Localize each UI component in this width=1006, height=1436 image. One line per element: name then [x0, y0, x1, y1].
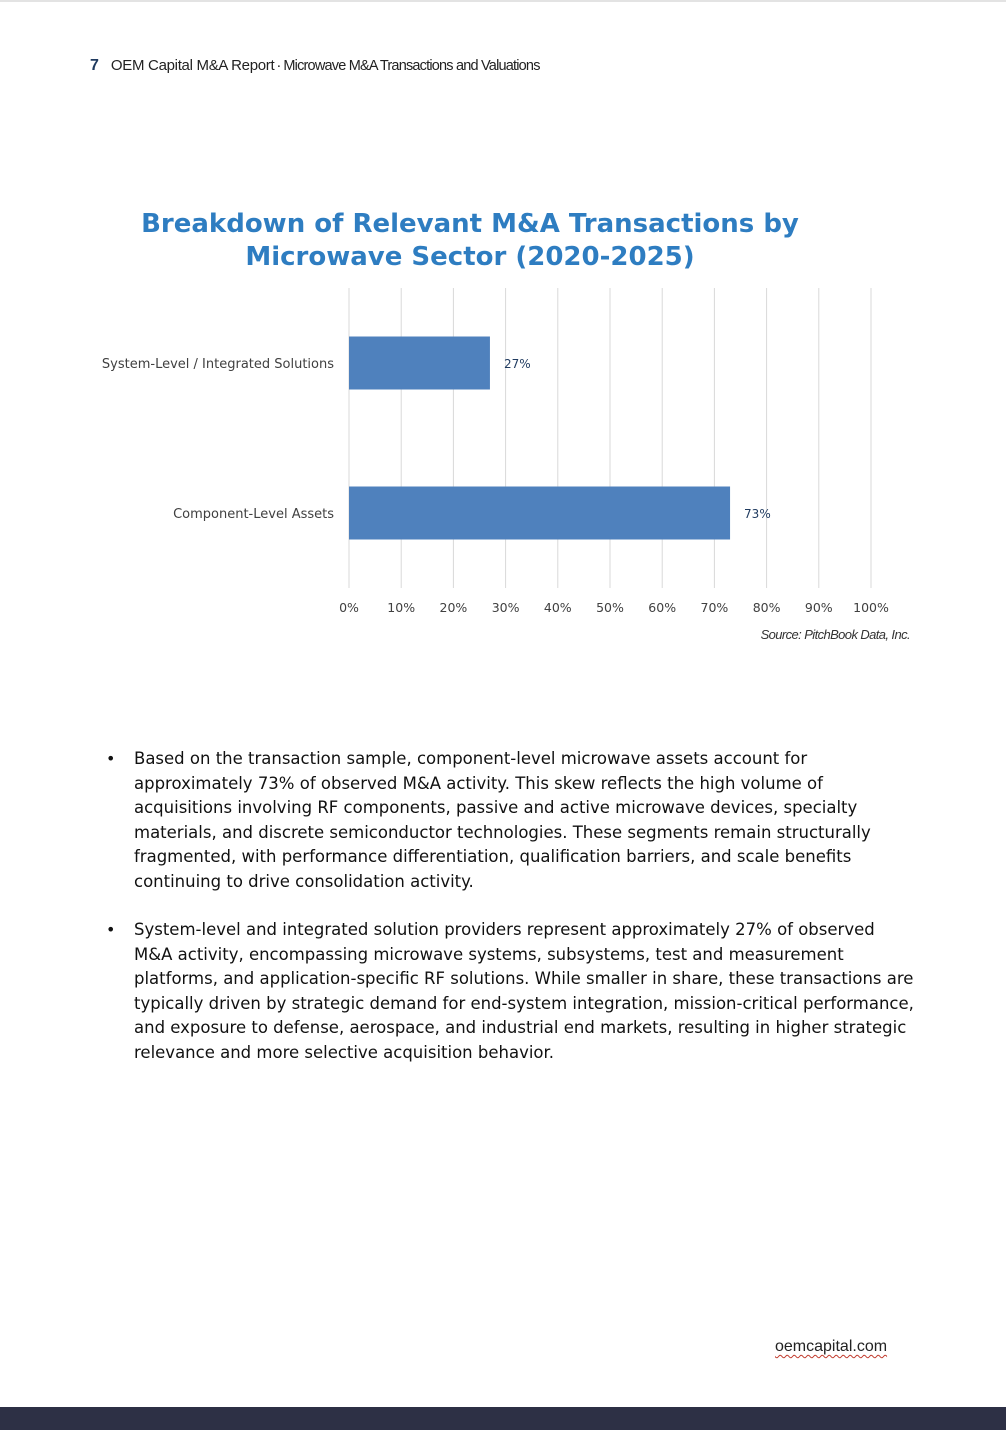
chart-bars — [349, 337, 730, 540]
website-link[interactable]: oemcapital.com — [775, 1338, 888, 1355]
bullet-text: Based on the transaction sample, component-level microwave assets account for approximately 73% of observed M&A activity. This skew reflects the high volume of acquisitions involving RF components, passive and active microwave devices, specialty materials, and discrete semiconductor technologies. These segments remain structurally fragmented, with performance differentiation, qualification barriers, and scale benefits continuing to drive consolidation activity. — [134, 749, 871, 891]
x-tick-label: 10% — [387, 600, 416, 615]
category-label: Component-Level Assets — [173, 507, 334, 522]
chart-source: Source: PitchBook Data, Inc. — [760, 627, 910, 642]
bullet-item — [106, 918, 916, 1065]
page-number: 7 — [90, 57, 99, 74]
x-tick-label: 60% — [648, 600, 677, 615]
chart-title-line1: Breakdown of Relevant M&A Transactions by — [141, 209, 799, 239]
report-title: OEM Capital M&A Report — [110, 57, 275, 74]
data-label: 27% — [503, 357, 531, 371]
x-tick-label: 30% — [491, 600, 520, 615]
data-label: 73% — [744, 507, 771, 521]
bullet-dot: • — [106, 920, 116, 939]
bullet-dot: • — [106, 749, 116, 768]
bar — [349, 337, 490, 390]
bullet-text: System-level and integrated solution providers represent approximately 27% of observed M&A activity, encompassing microwave systems, subsystems, test and measurement platforms, and application-specific RF solutions. While smaller in share, these transactions are typically driven by strategic demand for end-system integration, mission-critical performance, and exposure to defense, aerospace, and industrial end markets, resulting in higher strategic relevance and more selective acquisition behavior. — [134, 920, 914, 1062]
x-tick-label: 70% — [700, 600, 729, 615]
chart-gridlines — [349, 288, 871, 588]
bullet-list — [106, 747, 916, 1089]
footer-bar — [0, 1407, 1006, 1430]
x-tick-label: 40% — [543, 600, 572, 615]
x-tick-label: 90% — [804, 600, 833, 615]
bar — [349, 487, 730, 540]
x-tick-label: 80% — [752, 600, 781, 615]
category-label: System-Level / Integrated Solutions — [101, 357, 334, 372]
x-tick-label: 100% — [853, 600, 889, 615]
header-separator: · — [276, 57, 282, 74]
bar-chart — [0, 0, 1006, 660]
chart-x-tick-labels — [339, 600, 889, 615]
section-title: Microwave M&A Transactions and Valuations — [283, 58, 540, 74]
x-tick-label: 0% — [339, 600, 359, 615]
chart-category-labels — [102, 357, 334, 522]
x-tick-label: 50% — [596, 600, 624, 615]
bullet-item — [106, 747, 916, 894]
x-tick-label: 20% — [439, 600, 468, 615]
chart-title-line2: Microwave Sector (2020-2025) — [245, 242, 695, 272]
